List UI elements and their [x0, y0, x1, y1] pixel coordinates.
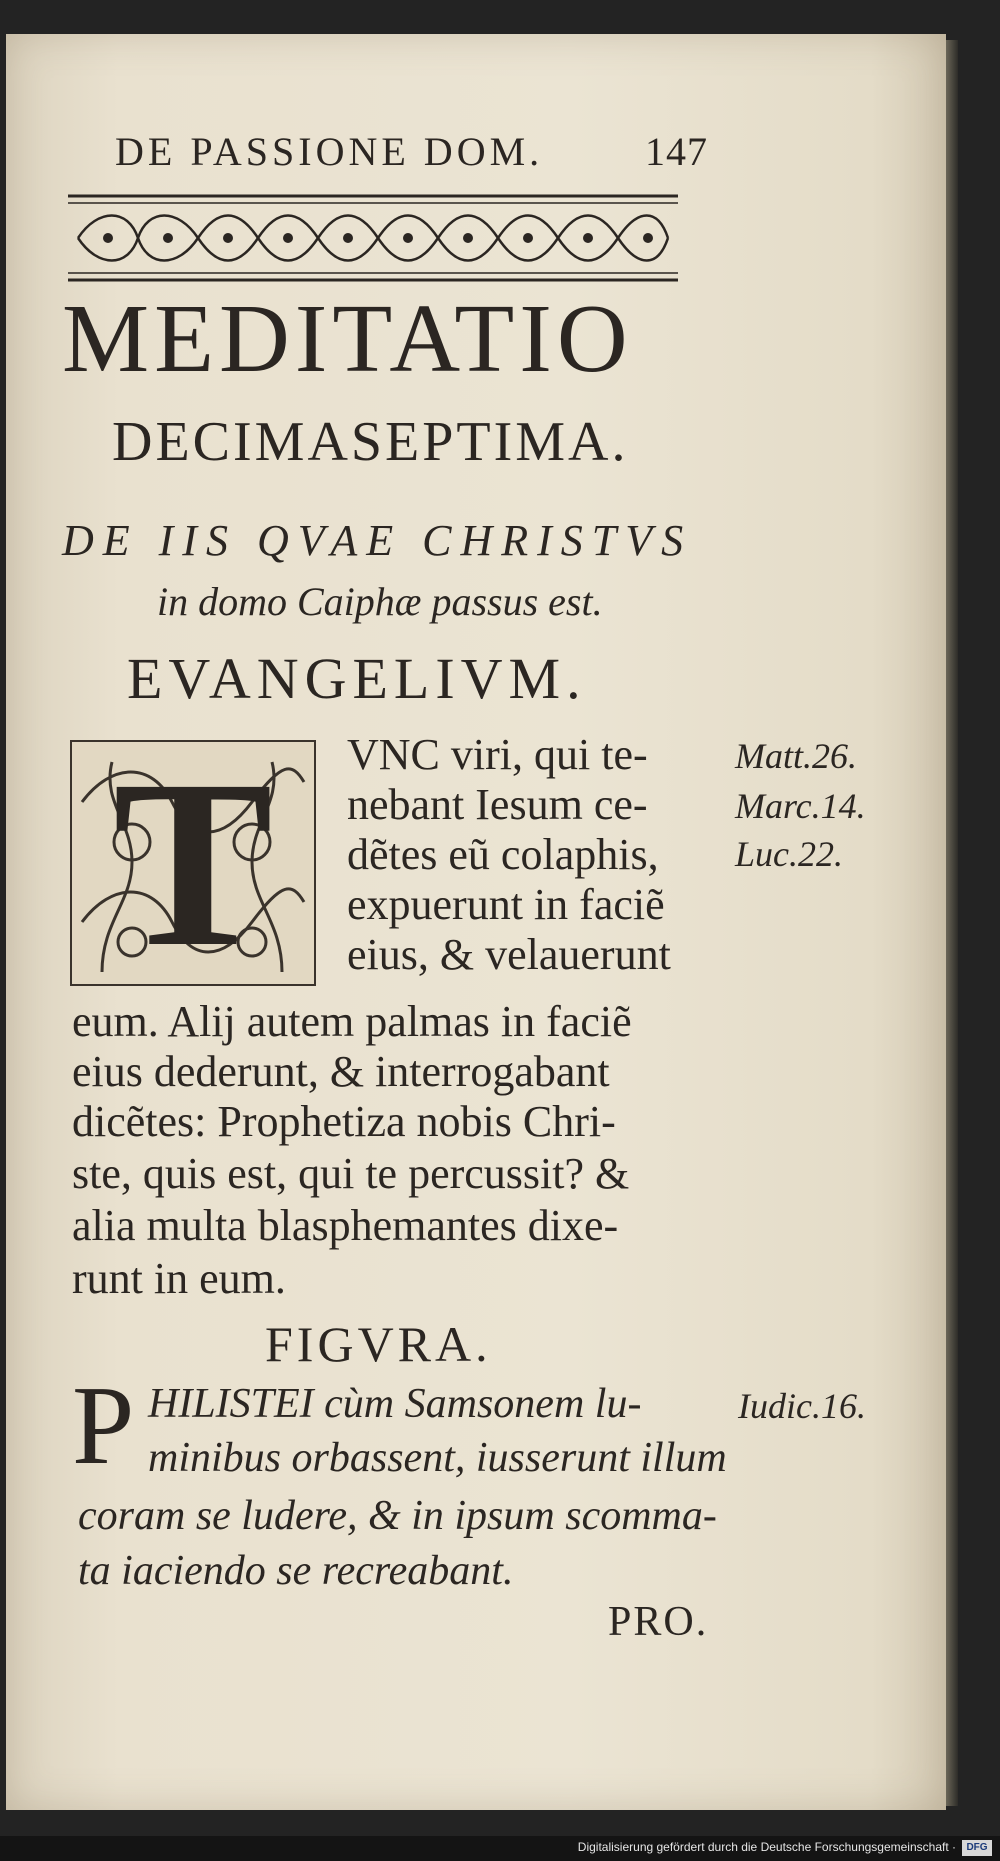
gospel-line: dicẽtes: Prophetiza nobis Chri-	[72, 1097, 616, 1146]
gospel-line: eum. Alij autem palmas in faciẽ	[72, 997, 632, 1046]
margin-ref-luke: Luc.22.	[735, 834, 843, 874]
figura-line: minibus orbassent, iusserunt illum	[148, 1435, 727, 1481]
figura-line: ta iaciendo se recreabant.	[78, 1548, 514, 1594]
ornament-band	[68, 193, 678, 283]
decorated-initial	[70, 730, 316, 996]
page-edge	[946, 40, 958, 1806]
page-number: 147	[645, 129, 708, 174]
gospel-line: eius, & velauerunt	[347, 930, 671, 979]
dfg-logo-icon: DFG	[962, 1840, 992, 1856]
figura-line: coram se ludere, & in ipsum scomma-	[78, 1493, 717, 1539]
funding-notice: Digitalisierung gefördert durch die Deutsche Forschungsgemeinschaft ·	[577, 1840, 956, 1854]
figura-heading: FIGVRA.	[265, 1316, 492, 1372]
meditatio-title: MEDITATIO	[62, 285, 633, 393]
catchword: PRO.	[608, 1599, 709, 1645]
meditatio-subtitle: DECIMASEPTIMA.	[112, 411, 629, 473]
gospel-line: VNC viri, qui te-	[347, 730, 648, 779]
gospel-line: expuerunt in faciẽ	[347, 880, 665, 929]
chapter-heading: DE IIS QVAE CHRISTVS	[62, 516, 693, 565]
gospel-line: alia multa blasphemantes dixe-	[72, 1201, 619, 1250]
gospel-line: ste, quis est, qui te percussit? &	[72, 1149, 630, 1198]
gospel-line: nebant Iesum ce-	[347, 780, 648, 829]
gospel-line: eius dederunt, & interrogabant	[72, 1047, 610, 1096]
digitization-footer	[0, 1836, 1000, 1861]
margin-ref-mark: Marc.14.	[735, 786, 866, 826]
gospel-line: runt in eum.	[72, 1254, 286, 1303]
running-head: DE PASSIONE DOM.	[115, 129, 544, 174]
figura-line: HILISTEI cùm Samsonem lu-	[148, 1381, 642, 1427]
figura-initial: P	[72, 1364, 135, 1488]
margin-ref-matthew: Matt.26.	[735, 736, 857, 776]
chapter-subheading: in domo Caiphæ passus est.	[157, 579, 603, 624]
gospel-line: dẽtes eũ colaphis,	[347, 830, 659, 879]
dropcap-letter: T	[112, 730, 274, 996]
margin-ref-judges: Iudic.16.	[738, 1386, 866, 1426]
evangelium-heading: EVANGELIVM.	[127, 646, 587, 711]
